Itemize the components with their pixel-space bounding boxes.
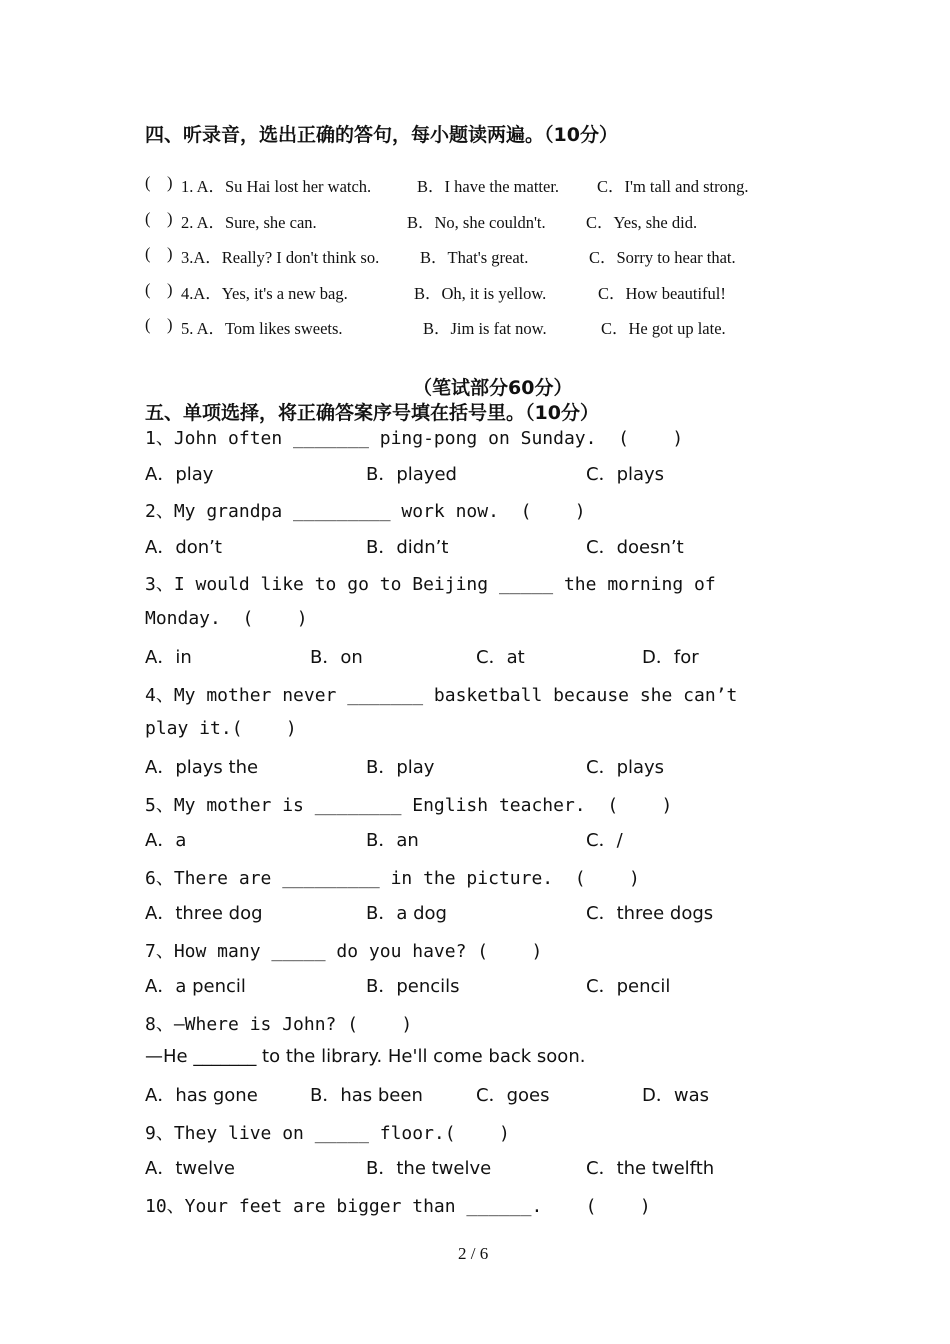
s4-item4-a: 4.A．Yes, it's a new bag.: [181, 284, 348, 303]
q9-option-b: B．the twelve: [366, 1158, 492, 1179]
q6-option-a: A．three dog: [145, 903, 263, 924]
q3-option-d: D．for: [642, 647, 699, 668]
s4-item3-a: 3.A．Really? I don't think so.: [181, 248, 380, 267]
q3-line2: Monday. ( ): [145, 608, 308, 629]
q9-option-a: A．twelve: [145, 1158, 235, 1179]
q3-line1: 3、I would like to go to Beijing _____ the morning of: [145, 574, 716, 595]
s4-item5-a: 5. A．Tom likes sweets.: [181, 319, 343, 338]
q4-line1: 4、My mother never _______ basketball because she can’t: [145, 685, 738, 706]
q2-text: 2、My grandpa _________ work now. ( ): [145, 501, 586, 522]
q1-option-c: C．plays: [586, 464, 665, 485]
q1-option-b: B．played: [366, 464, 457, 485]
s4-item4-b: B．Oh, it is yellow.: [414, 284, 547, 303]
q4-line2: play it.( ): [145, 718, 297, 739]
q6-option-b: B．a dog: [366, 903, 447, 924]
q1-text: 1、John often _______ ping-pong on Sunday. ( ): [145, 428, 684, 449]
s4-item1-a: 1. A．Su Hai lost her watch.: [181, 177, 372, 196]
written-part-heading: （笔试部分60分）: [413, 377, 573, 399]
q3-option-a: A．in: [145, 647, 192, 668]
q8-option-c: C．goes: [476, 1085, 550, 1106]
q4-option-b: B．play: [366, 757, 435, 778]
s4-item2-a: 2. A．Sure, she can.: [181, 213, 317, 232]
q6-option-c: C．three dogs: [586, 903, 714, 924]
q4-option-c: C．plays: [586, 757, 665, 778]
s4-item4-paren: ( ): [145, 280, 173, 299]
q6-text: 6、There are _________ in the picture. ( ): [145, 868, 640, 889]
q8-option-b: B．has been: [310, 1085, 423, 1106]
q7-option-a: A．a pencil: [145, 976, 246, 997]
q3-option-b: B．on: [310, 647, 363, 668]
section4-title: 四、听录音，选出正确的答句，每小题读两遍。（10分）: [145, 124, 618, 146]
section5-title: 五、单项选择，将正确答案序号填在括号里。（10分）: [145, 402, 599, 424]
q9-option-c: C．the twelfth: [586, 1158, 715, 1179]
q8-line1: 8、—Where is John? ( ): [145, 1014, 413, 1035]
s4-item1-paren: ( ): [145, 173, 173, 192]
q5-option-c: C．/: [586, 830, 623, 851]
s4-item1-c: C．I'm tall and strong.: [597, 177, 749, 196]
q8-option-a: A．has gone: [145, 1085, 258, 1106]
q4-option-a: A．plays the: [145, 757, 259, 778]
q8-line2: —He _______ to the library. He'll come back soon.: [145, 1046, 586, 1067]
s4-item3-paren: ( ): [145, 244, 173, 263]
q2-option-c: C．doesn’t: [586, 537, 684, 558]
q2-option-a: A．don’t: [145, 537, 222, 558]
q7-option-b: B．pencils: [366, 976, 460, 997]
s4-item4-c: C．How beautiful!: [598, 284, 726, 303]
q9-text: 9、They live on _____ floor.( ): [145, 1123, 510, 1144]
q1-option-a: A．play: [145, 464, 214, 485]
q7-text: 7、How many _____ do you have? ( ): [145, 941, 543, 962]
s4-item2-paren: ( ): [145, 209, 173, 228]
s4-item3-b: B．That's great.: [420, 248, 529, 267]
s4-item3-c: C．Sorry to hear that.: [589, 248, 736, 267]
q2-option-b: B．didn’t: [366, 537, 449, 558]
s4-item2-b: B．No, she couldn't.: [407, 213, 546, 232]
s4-item1-b: B．I have the matter.: [417, 177, 560, 196]
q5-option-a: A．a: [145, 830, 187, 851]
q8-option-d: D．was: [642, 1085, 709, 1106]
q5-text: 5、My mother is ________ English teacher. ( ): [145, 795, 673, 816]
s4-item5-b: B．Jim is fat now.: [423, 319, 547, 338]
q7-option-c: C．pencil: [586, 976, 671, 997]
page-number: 2 / 6: [458, 1244, 489, 1263]
s4-item5-c: C．He got up late.: [601, 319, 726, 338]
q5-option-b: B．an: [366, 830, 419, 851]
q10-text: 10、Your feet are bigger than ______. ( ): [145, 1196, 651, 1217]
q3-option-c: C．at: [476, 647, 525, 668]
s4-item5-paren: ( ): [145, 315, 173, 334]
s4-item2-c: C．Yes, she did.: [586, 213, 698, 232]
